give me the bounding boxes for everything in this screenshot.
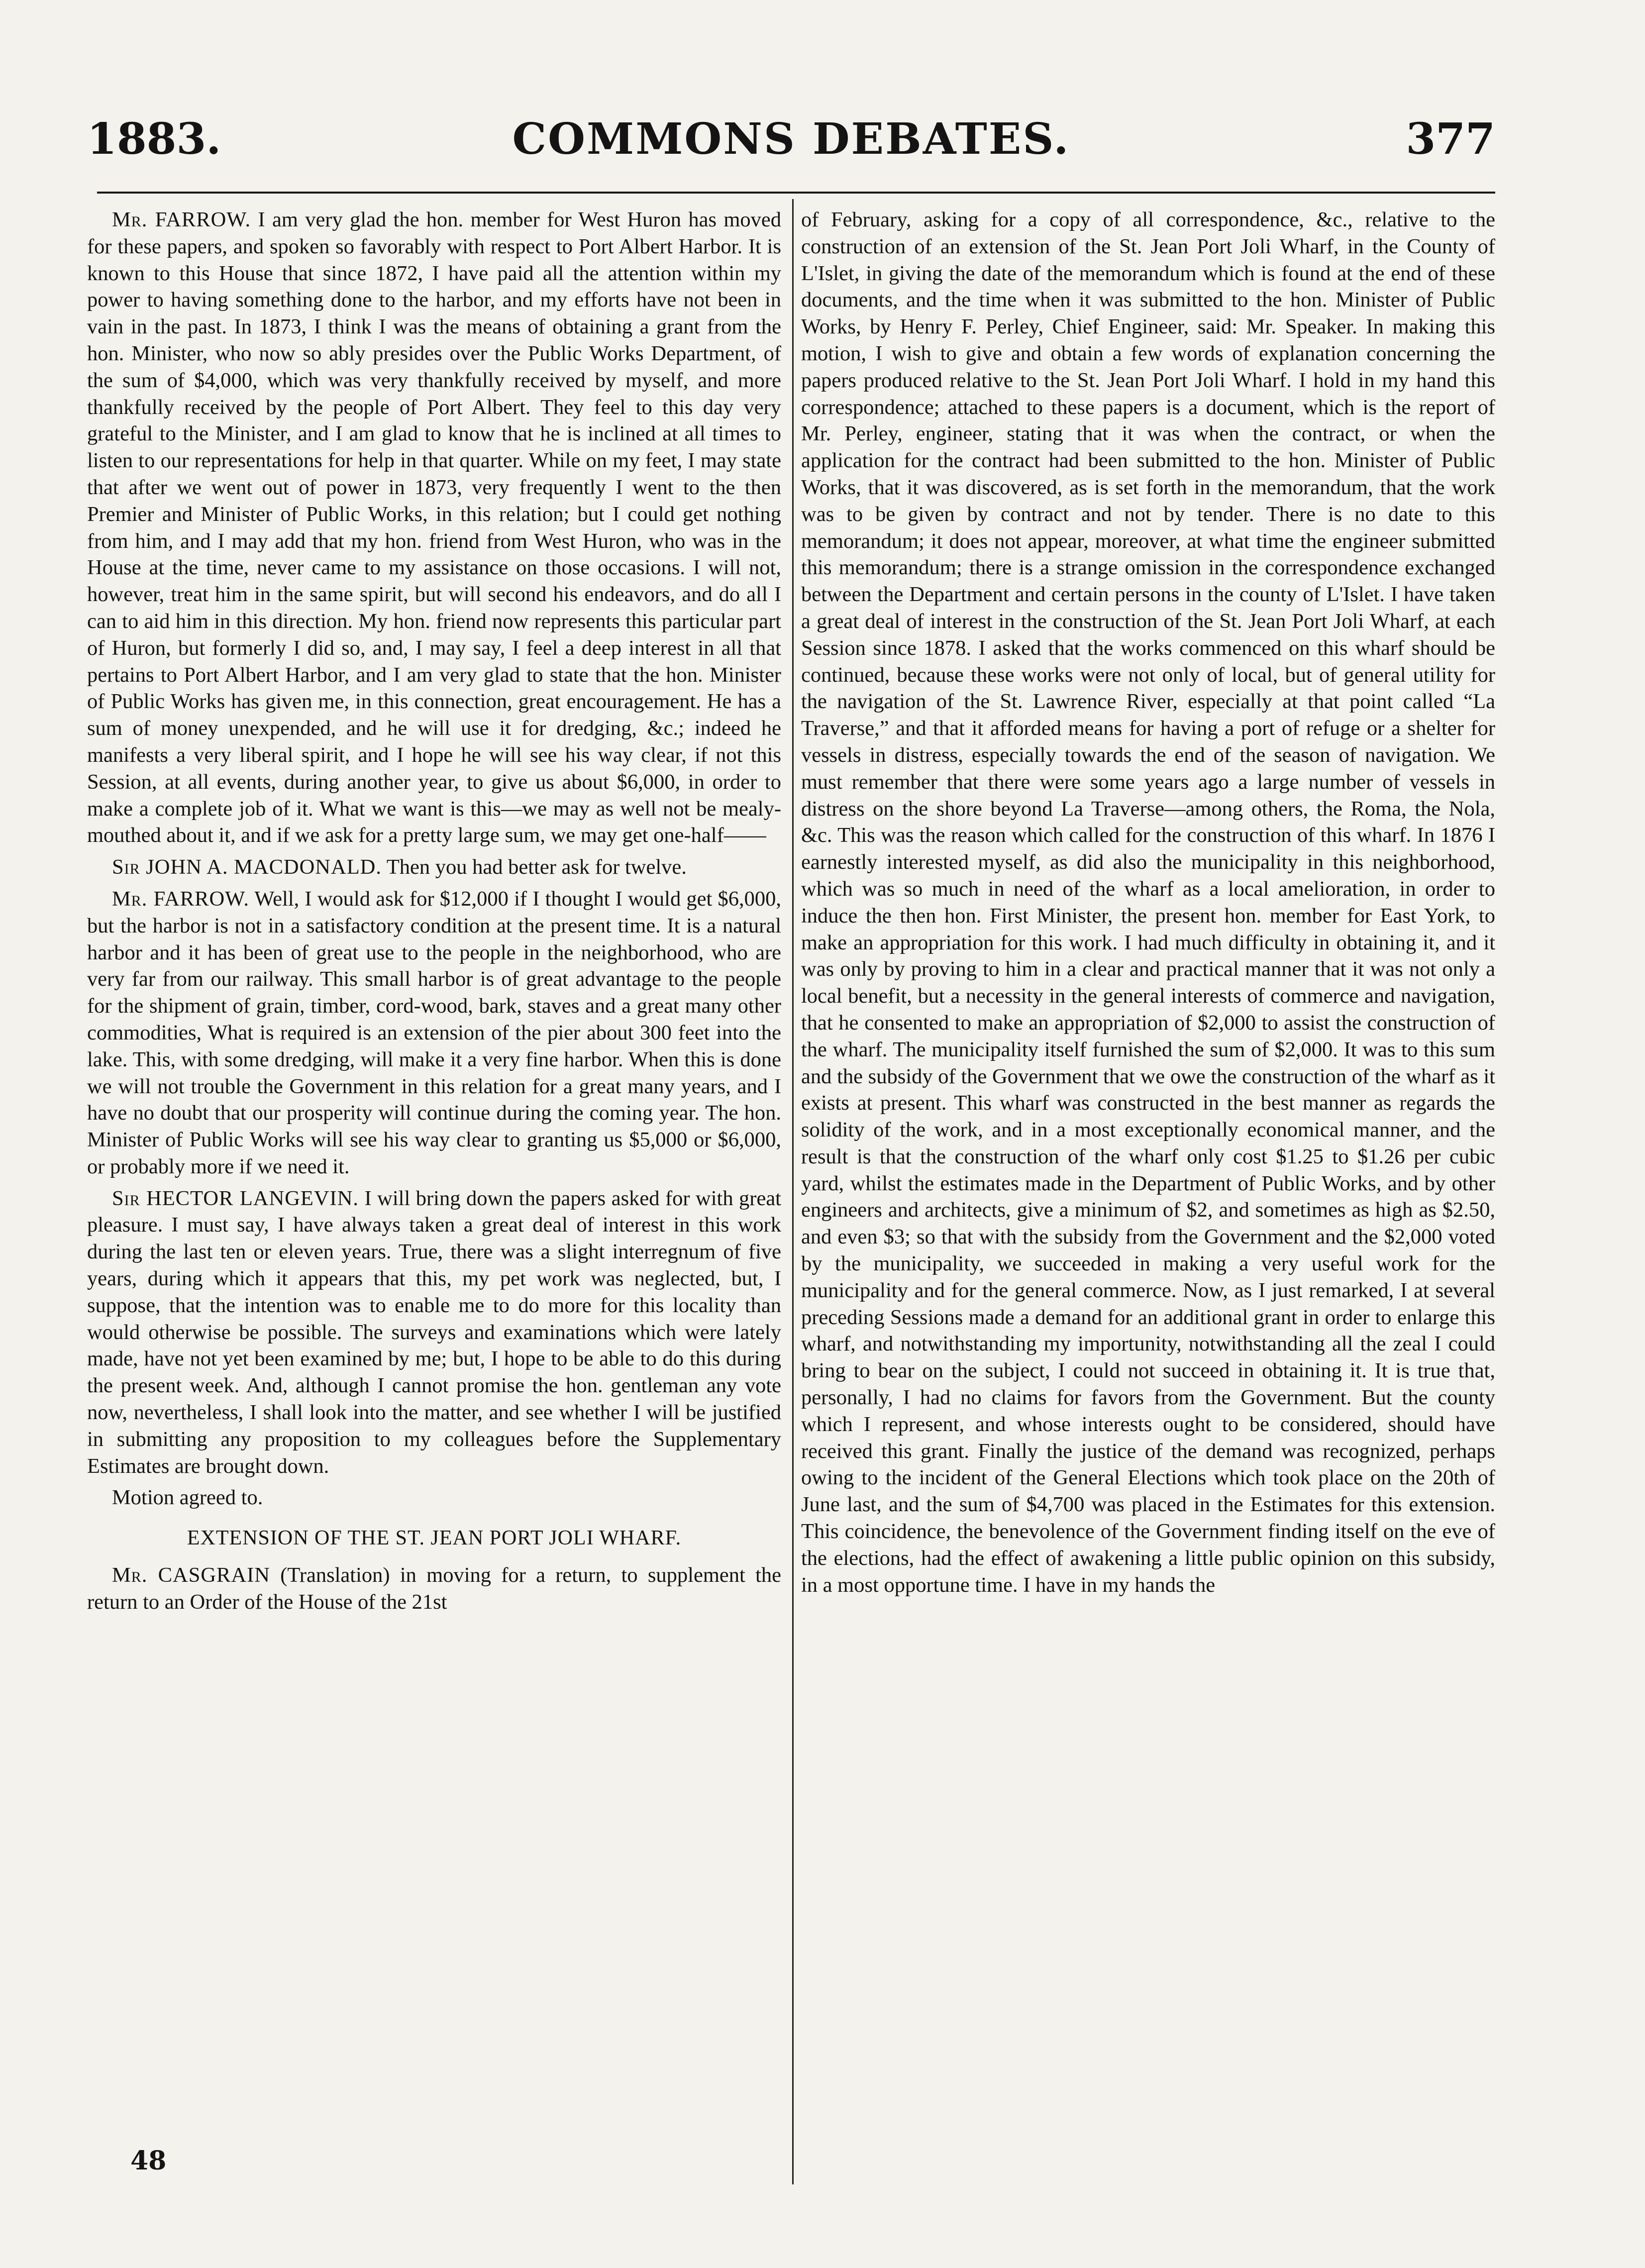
paragraph — [87, 854, 781, 881]
header-rule — [97, 192, 1495, 194]
motion-result: Motion agreed to. — [112, 1486, 263, 1510]
paragraph — [87, 206, 781, 849]
right-column — [801, 206, 1495, 1603]
speech-text: I will bring down the papers asked for with great pleasure. I must say, I have always taken a great deal of interest in this work during the last ten or eleven years. True, there was a slight interregnum of five years, during which it appears that this, my pet work was neglected, but, I suppose, that the intention was to enable me to do more for this locality than would otherwise be possible. The surveys and examinations which were lately made, have not yet been examined by me; but, I hope to be able to do this during the present week. And, although I cannot promise the hon. gentleman any vote now, nevertheless, I shall look into the matter, and see whether I will be justified in submitting any proposition to my colleagues before the Supplementary Estimates are brought down. — [87, 1186, 781, 1478]
speech-text: I am very glad the hon. member for West Huron has moved for these papers, and spoken so favorably with respect to Port Albert Harbor. It is known to this House that since 1872, I have paid all the attention within my power to having something done to the harbor, and my efforts have not been in vain in the past. In 1873, I think I was the means of obtaining a grant from the hon. Minister, who now so ably presides over the Public Works Department, of the sum of $4,000, which was very thankfully received by myself, and more thankfully received by the people of Port Albert. They feel to this day very grateful to the Minister, and I am glad to know that he is inclined at all times to listen to our representations for help in that quarter. While on my feet, I may state that after we went out of power in 1873, very frequently I went to the then Premier and Minister of Public Works, in this relation; but I could get nothing from him, and I may add that my hon. friend from West Huron, who was in the House at the time, never came to my assistance on those occasions. I will not, however, treat him in the same spirit, but will second his endeavors, and do all I can to aid him in this direction. My hon. friend now represents this particular part of Huron, but formerly I did so, and, I may say, I feel a deep interest in all that pertains to Port Albert Harbor, and I am very glad to state that the hon. Minister of Public Works has given me, in this connection, great encouragement. He has a sum of money unexpended, and he will use it for dredging, &c.; indeed he manifests a very liberal spirit, and I hope he will see his way clear, if not this Session, at all events, during another year, to give us about $6,000, in order to make a complete job of it. What we want is this—we may as well not be mealy-mouthed about it, and if we ask for a pretty large sum, we may get one-half—— — [87, 208, 781, 847]
speaker-name: Mr. CASGRAIN — [112, 1563, 270, 1587]
section-heading: EXTENSION OF THE ST. JEAN PORT JOLI WHARF. — [187, 1527, 682, 1550]
speaker-name: Sir JOHN A. MACDONALD. — [112, 855, 382, 879]
speaker-name: Mr. FARROW. — [112, 887, 250, 911]
header-year: 1883. — [87, 114, 221, 164]
column-divider — [792, 199, 794, 2184]
speaker-name: Mr. FARROW. — [112, 208, 251, 231]
paragraph — [87, 886, 781, 1180]
page-number: 377 — [1406, 114, 1495, 164]
paragraph — [87, 1185, 781, 1480]
header-title: COMMONS DEBATES. — [512, 114, 1070, 164]
left-column — [87, 206, 781, 1621]
speech-text: Well, I would ask for $12,000 if I thought I would get $6,000, but the harbor is not in a satisfactory condition at the present time. It is a natural harbor and it has been of great use to the people in the neighborhood, who are very far from our railway. This small harbor is of great advantage to the people for the shipment of grain, timber, cord-wood, bark, staves and a great many other commodities, What is required is an extension of the pier about 300 feet into the lake. This, with some dredging, will make it a very fine harbor. When this is done we will not trouble the Government in this relation for a great many years, and I have no doubt that our prosperity will continue during the coming year. The hon. Minister of Public Works will see his way clear to granting us $5,000 or $6,000, or probably more if we need it. — [87, 887, 781, 1178]
speech-text: (Translation) in moving for a return, to supplement the return to an Order of the House of the 21st — [87, 1563, 781, 1614]
speech-text: Then you had better ask for twelve. — [381, 855, 687, 879]
paragraph-continued: of February, asking for a copy of all correspondence, &c., relative to the construction of an extension of the St. Jean Port Joli Wharf, in the County of L'Islet, in giving the date of the memorandum which is found at the end of these documents, and the time when it was submitted to the hon. Minister of Public Works, by Henry F. Perley, Chief Engineer, said: Mr. Speaker. In making this motion, I wish to give and obtain a few words of explanation concerning the papers produced relative to the St. Jean Port Joli Wharf. I hold in my hand this correspondence; attached to these papers is a document, which is the report of Mr. Perley, engineer, stating that it was when the contract, or when the application for the contract had been submitted to the hon. Minister of Public Works, that it was discovered, as is set forth in the memorandum, that the work was to be given by contract and not by tender. There is no date to this memorandum; it does not appear, moreover, at what time the engineer submitted this memorandum; there is a strange omission in the correspondence exchanged between the Department and certain persons in the county of L'Islet. I have taken a great deal of interest in the construction of the St. Jean Port Joli Wharf, at each Session since 1878. I asked that the works commenced on this wharf should be continued, because these works were not only of local, but of general utility for the navigation of the St. Lawrence River, especially at that point called “La Traverse,” and that it afforded means for having a port of refuge or a shelter for vessels in distress, especially towards the end of the season of navigation. We must remember that there were some years ago a large number of vessels in distress on the shore beyond La Traverse—among others, the Roma, the Nola, &c. This was the reason which called for the construction of this wharf. In 1876 I earnestly interested myself, as did also the municipality in this neighborhood, which was so much in need of the wharf as a local amelioration, in order to induce the then hon. First Minister, the present hon. member for East York, to make an appropriation for this work. I had much difficulty in obtaining it, and it was only by proving to him in a clear and practical manner that it was not only a local benefit, but a necessity in the general interests of commerce and navigation, that he consented to make an appropriation of $2,000 to assist the construction of the wharf. The municipality itself furnished the sum of $2,000. It was to this sum and the subsidy of the Government that we owe the construction of the wharf as it exists at present. This wharf was constructed in the best manner as regards the solidity of the work, and in a most exceptionally economical manner, and the result is that the construction of the wharf only cost $1.25 to $1.26 per cubic yard, whilst the estimates made in the Department of Public Works, and by other engineers and architects, give a minimum of $2, and sometimes as high as $2.50, and even $3; so that with the subsidy from the Government and the $2,000 voted by the municipality, we succeeded in making a very useful work for the municipality and for the general commerce. Now, as I just remarked, I at several preceding Sessions made a demand for an additional grant in order to enlarge this wharf, and notwithstanding my importunity, notwithstanding all the zeal I could bring to bear on the subject, I could not succeed in obtaining it. It is true that, personally, I had no claims for favors from the Government. But the county which I represent, and whose interests ought to be considered, should have received this grant. Finally the justice of the demand was recognized, perhaps owing to the incident of the General Elections which took place on the 20th of June last, and the sum of $4,700 was placed in the Estimates for this extension. This coincidence, the benevolence of the Government finding itself on the eve of the elections, had the effect of awakening a little public opinion on this subsidy, in a most opportune time. I have in my hands the — [801, 208, 1495, 1597]
paragraph — [87, 1562, 781, 1616]
speaker-name: Sir HECTOR LANGEVIN. — [112, 1186, 359, 1210]
page-header — [87, 112, 1495, 187]
signature-mark: 48 — [130, 2146, 167, 2176]
